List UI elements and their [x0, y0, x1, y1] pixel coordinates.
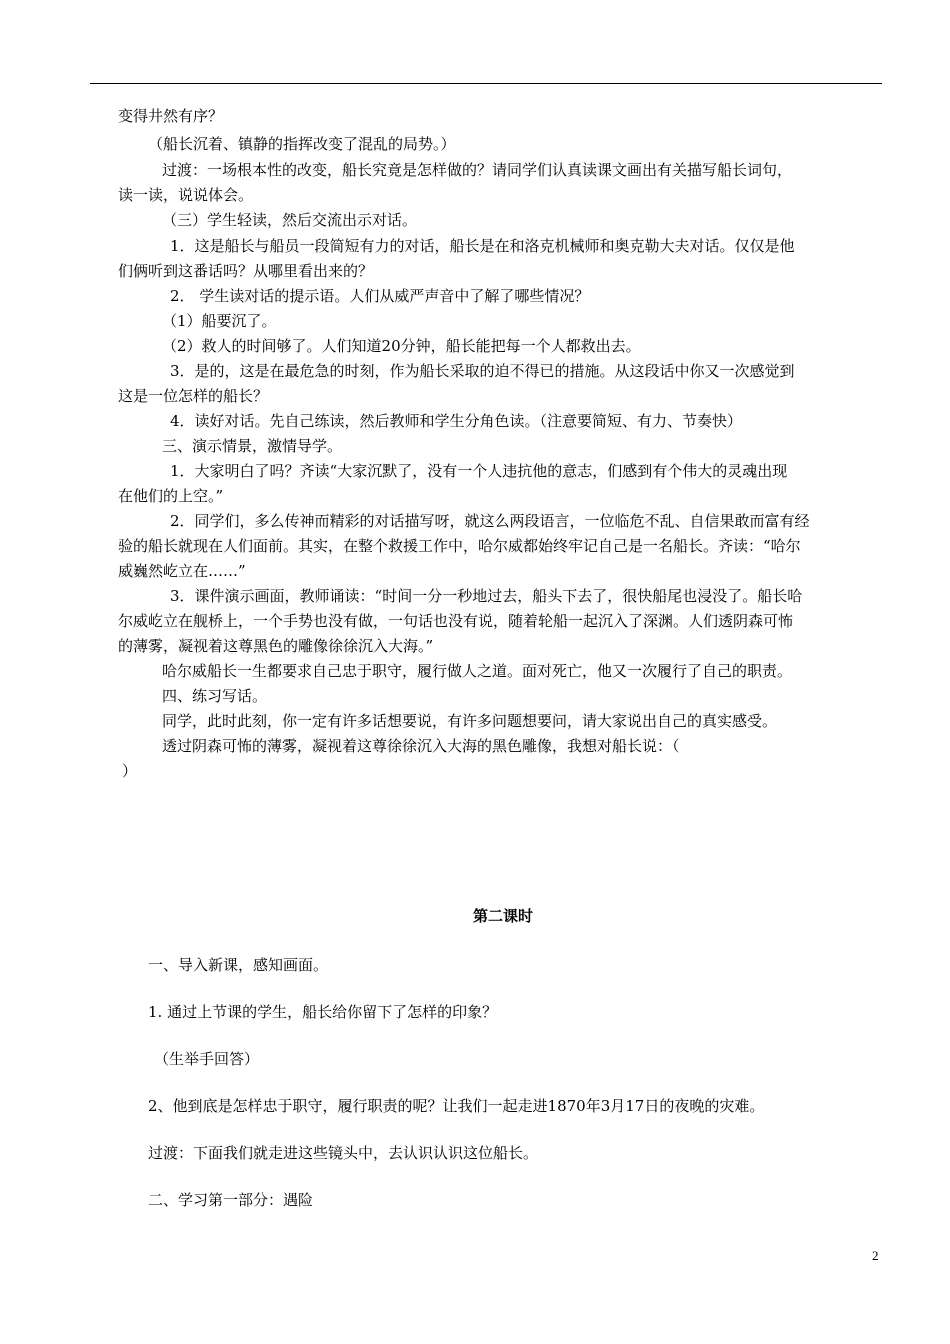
text-line: 过渡：一场根本性的改变，船长究竟是怎样做的？请同学们认真读课文画出有关描写船长词句， — [162, 161, 793, 179]
text-line: 2． 学生读对话的提示语。人们从威严声音中了解了哪些情况？ — [170, 287, 590, 305]
page-number: 2 — [872, 1248, 879, 1263]
text-line: 过渡：下面我们就走进这些镜头中，去认识认识这位船长。 — [148, 1144, 539, 1162]
header-rule — [90, 83, 882, 84]
text-line: 二、学习第一部分：遇险 — [148, 1191, 314, 1209]
text-line: 3．是的，这是在最危急的时刻，作为船长采取的迫不得已的措施。从这段话中你又一次感觉到 — [170, 362, 795, 380]
text-line: 威巍然屹立在……” — [118, 562, 246, 580]
text-line: 同学，此时此刻，你一定有许多话想要说，有许多问题想要问，请大家说出自己的真实感受。 — [162, 712, 778, 730]
text-line: 1．这是船长与船员一段简短有力的对话，船长是在和洛克机械师和奥克勒大夫对话。仅仅是他 — [170, 237, 795, 255]
text-line: 的薄雾，凝视着这尊黑色的雕像徐徐沉入大海。” — [118, 637, 434, 655]
text-line: 透过阴森可怖的薄雾，凝视着这尊徐徐沉入大海的黑色雕像，我想对船长说：（ — [162, 737, 680, 755]
text-line: （2）救人的时间够了。人们知道20分钟，船长能把每一个人都救出去。 — [162, 337, 641, 355]
lesson-heading: 第二课时 — [472, 907, 533, 925]
text-line: ） — [122, 762, 138, 780]
text-line: （船长沉着、镇静的指挥改变了混乱的局势。） — [148, 135, 456, 153]
text-line: 验的船长就现在人们面前。其实，在整个救援工作中，哈尔威都始终牢记自己是一名船长。齐读：“哈尔 — [118, 537, 801, 555]
text-line: 三、演示情景，激情导学。 — [162, 437, 343, 455]
text-line: （三）学生轻读，然后交流出示对话。 — [162, 211, 418, 229]
text-line: 4．读好对话。先自己练读，然后教师和学生分角色读。（注意要简短、有力、节奏快） — [170, 412, 743, 430]
text-line: 们俩听到这番话吗？从哪里看出来的？ — [118, 262, 374, 280]
text-line: 读一读，说说体会。 — [118, 186, 254, 204]
text-line: （生举手回答） — [154, 1050, 260, 1068]
text-line: 变得井然有序？ — [118, 107, 224, 125]
text-line: 2、他到底是怎样忠于职守，履行职责的呢？让我们一起走进1870年3月17日的夜晚的灾难。 — [148, 1097, 765, 1115]
text-line: （1）船要沉了。 — [162, 312, 277, 330]
text-line: 在他们的上空。” — [118, 487, 224, 505]
text-line: 四、练习写话。 — [162, 687, 268, 705]
text-line: 1. 通过上节课的学生，船长给你留下了怎样的印象？ — [148, 1003, 498, 1021]
text-line: 尔威屹立在舰桥上，一个手势也没有做，一句话也没有说，随着轮船一起沉入了深渊。人们透阴森可怖 — [118, 612, 794, 630]
text-line: 一、导入新课，感知画面。 — [148, 956, 329, 974]
text-line: 这是一位怎样的船长？ — [118, 387, 269, 405]
text-line: 1．大家明白了吗？齐读“大家沉默了，没有一个人违抗他的意志，们感到有个伟大的灵魂出现 — [170, 462, 788, 480]
text-line: 2．同学们，多么传神而精彩的对话描写呀，就这么两段语言，一位临危不乱、自信果敢而富有经 — [170, 512, 810, 530]
text-line: 3．课件演示画面，教师诵读：“时间一分一秒地过去，船头下去了，很快船尾也浸没了。船长哈 — [170, 587, 803, 605]
text-line: 哈尔威船长一生都要求自己忠于职守，履行做人之道。面对死亡，他又一次履行了自己的职责。 — [162, 662, 793, 680]
